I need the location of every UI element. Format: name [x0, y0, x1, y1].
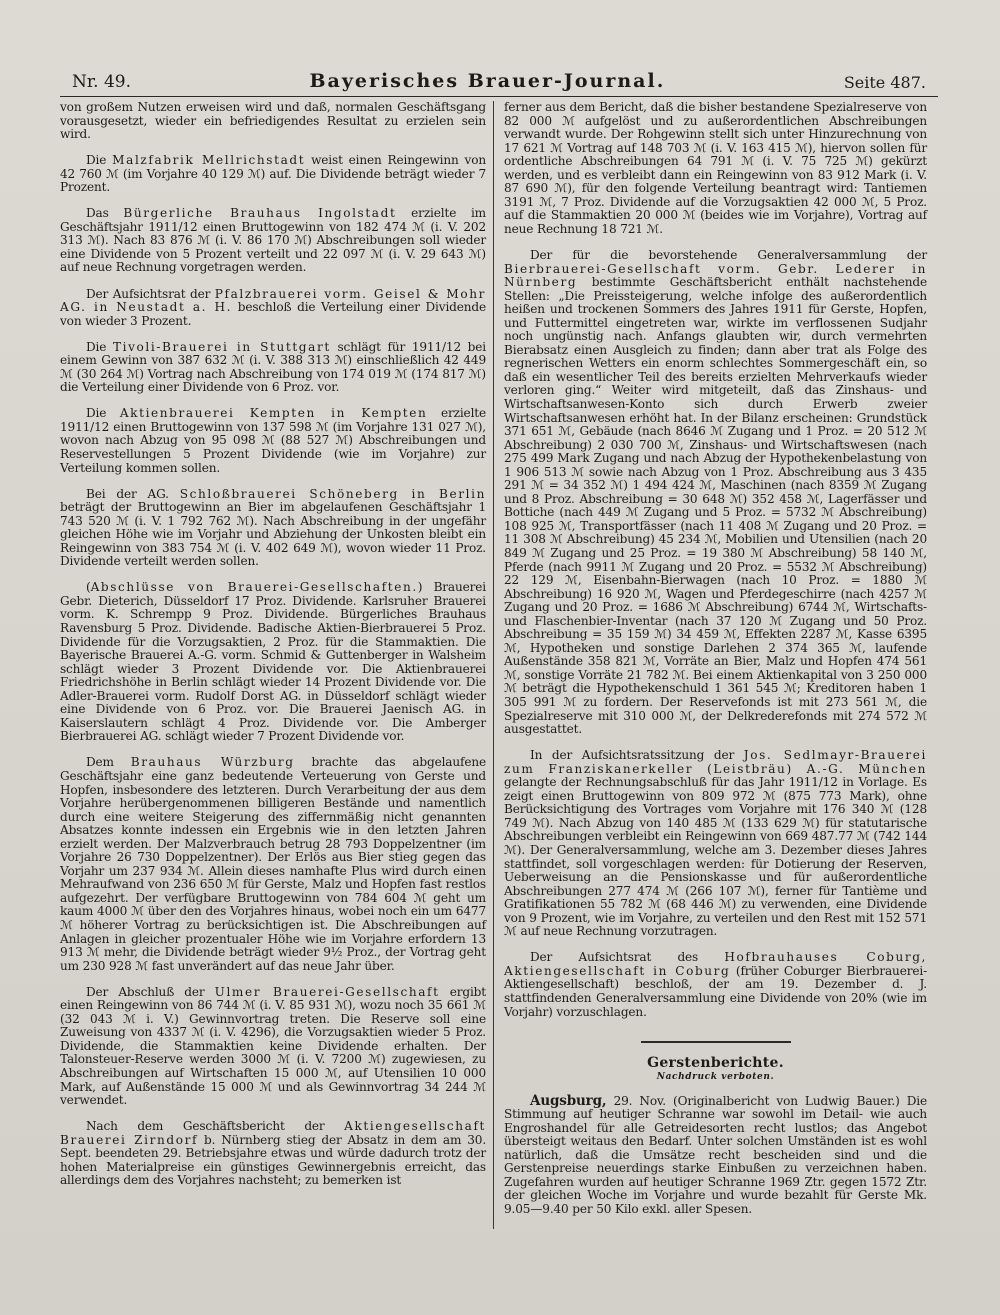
- paragraph: Die Aktienbrauerei Kempten in Kempten erzielte 1911/12 einen Bruttogewinn von 137 598 ℳ (im Vorjahre 131 027 ℳ), wovon nach Abzug von 95 098 ℳ (88 527 ℳ) Abschreibungen und Reservestellungen 5 Prozent Dividende (wie im Vorjahre) zur Verteilung kommen sollen.: [60, 406, 487, 475]
- paragraph: In der Aufsichtsratssitzung der Jos. Sedlmayr-Brauerei zum Franziskanerkeller (Leistbräu) A.-G. München gelangte der Rechnungsabschluß für das Jahr 1911/12 in Vorlage. Es zeigt einen Bruttogewinn von 809 972 ℳ (875 773 Mark), ohne Berücksichtigung des Vortrages vom Vorjahre mit 176 340 ℳ (128 749 ℳ). Nach Abzug von 140 485 ℳ (133 629 ℳ) für statutarische Abschreibungen verbleibt ein Reingewinn von 669 487.77 ℳ (742 144 ℳ). Der Generalversammlung, welche am 3. Dezember dieses Jahres stattfindet, soll vorgeschlagen werden: für Dotierung der Reserven, Ueberweisung an die Pensionskasse und für außerordentliche Abschreibungen 277 474 ℳ (266 107 ℳ), ferner für Tantième und Gratifikationen 55 782 ℳ (68 446 ℳ) zu verwenden, eine Dividende von 9 Prozent, wie im Vorjahre, zu verteilen und den Rest mit 152 571 ℳ auf neue Rechnung vorzutragen.: [504, 748, 927, 939]
- dateline: Augsburg,: [530, 1092, 607, 1109]
- columns: [60, 101, 938, 1229]
- paragraph: Der Aufsichtsrat des Hofbrauhauses Coburg, Aktiengesellschaft in Coburg (früher Coburger Bierbrauerei-Aktiengesellschaft) beschloß, der am 19. Dezember d. J. stattfindenden Generalversammlung eine Dividende von 20% (wie im Vorjahr) vorzuschlagen.: [504, 950, 927, 1019]
- paragraph: Augsburg, 29. Nov. (Originalbericht von Ludwig Bauer.) Die Stimmung auf heutiger Schranne war sowohl im Detail- wie auch Engroshandel für alle Getreidesorten recht lustlos; das Angebot übersteigt weitaus den Bedarf. Unter solchen Umständen ist es wohl natürlich, daß die Umsätze recht bescheiden sind und die Gerstenpreise neuerdings starke Einbußen zu verzeichnen haben. Zugefahren wurden auf heutiger Schranne 1969 Ztr. gegen 1572 Ztr. der gleichen Woche im Vorjahre und wurde bezahlt für Gerste Mk. 9.05—9.40 per 50 Kilo exkl. aller Spesen.: [504, 1092, 927, 1217]
- paragraph: Das Bürgerliche Brauhaus Ingolstadt erzielte im Geschäftsjahr 1911/12 einen Bruttogewinn von 182 474 ℳ (i. V. 202 313 ℳ). Nach 83 876 ℳ (i. V. 86 170 ℳ) Abschreibungen soll wieder eine Dividende von 5 Prozent verteilt und 22 097 ℳ (i. V. 29 643 ℳ) auf neue Rechnung vorgetragen werden.: [60, 206, 486, 275]
- paragraph: Bei der AG. Schloßbrauerei Schöneberg in Berlin beträgt der Bruttogewinn an Bier im abgelaufenen Geschäftsjahr 1 743 520 ℳ (i. V. 1 792 762 ℳ). Nach Abschreibung in der ungefähr gleichen Höhe wie im Vorjahr und Abziehung der Unkosten bleibt ein Reingewinn von 383 754 ℳ (i. V. 402 649 ℳ), wovon wieder 11 Proz. Dividende verteilt werden sollen.: [60, 486, 486, 569]
- paragraph: Dem Brauhaus Würzburg brachte das abgelaufene Geschäftsjahr eine ganz bedeutende Verteuerung von Gerste und Hopfen, insbesondere des letzteren. Durch Verarbeitung der aus dem Vorjahre herübergenommenen billigeren Bestände und namentlich durch eine weitere Steigerung des ziffernmäßig nicht genannten Absatzes konnte indessen ein Ergebnis wie in den letzten Jahren erzielt werden. Der Malzverbrauch betrug 28 793 Doppelzentner (im Vorjahre 26 730 Doppelzentner). Der Erlös aus Bier stieg gegen das Vorjahr um 237 934 ℳ. Allein dieses namhafte Plus wird durch einen Mehraufwand von 236 650 ℳ für Gerste, Malz und Hopfen fast restlos aufgezehrt. Der verfügbare Bruttogewinn von 784 604 ℳ geht um kaum 4000 ℳ über den des Vorjahres hinaus, wobei noch ein um 6477 ℳ höherer Vortrag zu berücksichtigen ist. Die Abschreibungen auf Anlagen in gleicher prozentualer Höhe wie im Vorjahre erfordern 13 913 ℳ mehr, die Dividende beträgt wieder 9½ Proz., der Vortrag geht um 230 928 ℳ fast unverändert auf das neue Jahr über.: [60, 755, 486, 973]
- paragraph: Der Abschluß der Ulmer Brauerei-Gesellschaft ergibt einen Reingewinn von 86 744 ℳ (i. V. 85 931 ℳ), wozu noch 35 661 ℳ (32 043 ℳ i. V.) Gewinnvortrag treten. Die Reserve soll eine Zuweisung von 4337 ℳ (i. V. 4296), die Vorzugsaktien wieder 5 Proz. Dividende, die Stammaktien keine Dividende erhalten. Der Talonsteuer-Reserve werden 3000 ℳ (i. V. 7200 ℳ) zugewiesen, zu Abschreibungen auf Wirtschaften 15 000 ℳ, auf Utensilien 10 000 Mark, auf Außenstände 15 000 ℳ und als Gewinnvortrag 34 244 ℳ verwendet.: [60, 984, 486, 1108]
- paragraph: von großem Nutzen erweisen wird und daß, normalen Geschäftsgang vorausgesetzt, wieder ein befriedigendes Resultat zu erzielen sein wird.: [60, 100, 486, 142]
- journal-title: Bayerisches Brauer-Journal.: [309, 70, 666, 92]
- paragraph: (Abschlüsse von Brauerei-Gesellschaften.) Brauerei Gebr. Dieterich, Düsseldorf 17 Proz. Dividende. Karlsruher Brauerei vorm. K. Schrempp 9 Proz. Dividende. Bürgerliches Brauhaus Ravensburg 5 Proz. Dividende. Badische Aktien-Bierbrauerei 5 Proz. Dividende für die Vorzugsaktien, 2 Proz. für die Stammaktien. Die Bayerische Brauerei A.-G. vorm. Schmid & Guttenberger in Walsheim schlägt wieder 3 Prozent Dividende vor. Die Aktienbrauerei Friedrichshöhe in Berlin schlägt wieder 14 Prozent Dividende vor. Die Adler-Brauerei vorm. Rudolf Dorst AG. in Düsseldorf schlägt wieder eine Dividende von 6 Proz. vor. Die Brauerei Jaenisch AG. in Kaiserslautern schlägt 4 Proz. Dividende vor. Die Amberger Bierbrauerei AG. schlägt wieder 7 Prozent Dividende vor.: [60, 580, 486, 744]
- issue-number: Nr. 49.: [72, 72, 131, 92]
- paragraph: Der für die bevorstehende Generalversammlung der Bierbrauerei-Gesellschaft vorm. Gebr. Lederer in Nürnberg bestimmte Geschäftsbericht enthält nachstehende Stellen: „Die Preissteigerung, welche infolge des außerordentlich heißen und trockenen Sommers des Jahres 1911 für Gerste, Hopfen, und Futtermittel eingetreten war, wirkte im verflossenen Sudjahr noch ungünstig nach. Anfangs glaubten wir, durch vermehrten Bierabsatz einen Ausgleich zu finden; dann aber trat als Folge des regnerischen Wetters ein enorm schlechtes Sommergeschäft ein, so daß ein wesentlicher Teil des bereits erzielten Mehrverkaufs wieder verloren ging.“ Weiter wird mitgeteilt, daß das Zinshaus- und Wirtschaftsanwesen-Konto sich durch Erwerb zweier Wirtschaftsanwesen erhöht hat. In der Bilanz erscheinen: Grundstück 371 651 ℳ, Gebäude (nach 8646 ℳ Zugang und 1 Proz. = 20 512 ℳ Abschreibung) 2 030 700 ℳ, Zinshaus- und Wirtschaftswesen (nach 275 499 Mark Zugang und nach Abzug der Hypothekenbelastung von 1 906 513 ℳ sowie nach Abzug von 1 Proz. Abschreibung aus 3 435 291 ℳ = 34 352 ℳ) 1 494 424 ℳ, Maschinen (nach 8359 ℳ Zugang und 8 Proz. Abschreibung = 30 648 ℳ) 352 458 ℳ, Lagerfässer und Bottiche (nach 449 ℳ Zugang und 5 Proz. = 5732 ℳ Abschreibung) 108 925 ℳ, Transportfässer (nach 11 408 ℳ Zugang und 20 Proz. = 11 308 ℳ Abschreibung) 45 234 ℳ, Mobilien und Utensilien (nach 20 849 ℳ Zugang und 25 Proz. = 19 380 ℳ Abschreibung) 58 140 ℳ, Pferde (nach 9911 ℳ Zugang und 20 Proz. = 5532 ℳ Abschreibung) 22 129 ℳ, Eisenbahn-Bierwagen (nach 10 Proz. = 1880 ℳ Abschreibung) 16 920 ℳ, Wagen und Pferdegeschirre (nach 4257 ℳ Zugang und 20 Proz. = 1686 ℳ Abschreibung) 6744 ℳ, Wirtschafts- und Flaschenbier-Inventar (nach 37 120 ℳ Zugang und 50 Proz. Abschreibung = 35 159 ℳ) 34 459 ℳ, Effekten 2287 ℳ, Kasse 6395 ℳ, Hypotheken und sonstige Darlehen 2 374 365 ℳ, laufende Außenstände 358 821 ℳ, Vorräte an Bier, Malz und Hopfen 474 561 ℳ, sonstige Vorräte 21 782 ℳ. Bei einem Aktienkapital von 3 250 000 ℳ beträgt die Hypothekenschuld 1 361 545 ℳ; Kreditoren haben 1 305 991 ℳ zu fordern. Der Reservefonds ist mit 273 561 ℳ, die Spezialreserve mit 310 000 ℳ, der Delkrederefonds mit 274 572 ℳ ausgestattet.: [504, 247, 927, 737]
- section-divider: [641, 1041, 791, 1043]
- left-column: [60, 101, 493, 1229]
- section-title: Gerstenberichte.: [647, 1054, 784, 1071]
- paragraph: ferner aus dem Bericht, daß die bisher bestandene Spezialreserve von 82 000 ℳ aufgelöst und zu außerordentlichen Abschreibungen verwandt wurde. Der Rohgewinn stellt sich unter Hinzurechnung von 17 621 ℳ Vortrag auf 148 703 ℳ (i. V. 163 415 ℳ), hiervon sollen für ordentliche Abschreibungen 64 791 ℳ (i. V. 75 725 ℳ) gekürzt werden, und es verbleibt dann ein Reingewinn von 83 912 Mark (i. V. 87 690 ℳ), für den folgende Verteilung beantragt wird: Tantiemen 3191 ℳ, 7 Proz. Dividende auf die Vorzugsaktien 42 000 ℳ, 5 Proz. auf die Stammaktien 20 000 ℳ (beides wie im Vorjahre), Vortrag auf neue Rechnung 18 721 ℳ.: [504, 100, 927, 236]
- paragraph: Die Tivoli-Brauerei in Stuttgart schlägt für 1911/12 bei einem Gewinn von 387 632 ℳ (i. V. 388 313 ℳ) einschließlich 42 449 ℳ (30 264 ℳ) Vortrag nach Abschreibung von 174 019 ℳ (174 817 ℳ) die Verteilung einer Dividende von 6 Proz. vor.: [60, 339, 487, 395]
- paragraph: Der Aufsichtsrat der Pfalzbrauerei vorm. Geisel & Mohr AG. in Neustadt a. H. beschloß die Verteilung einer Dividende von wieder 3 Prozent.: [60, 286, 486, 328]
- paragraph: Nach dem Geschäftsbericht der Aktiengesellschaft Brauerei Zirndorf b. Nürnberg stieg der Absatz in dem am 30. Sept. beendeten 29. Betriebsjahre etwas und würde dadurch trotz der hohen Materialpreise ein günstiges Gewinnergebnis erreicht, das allerdings dem des Vorjahres nachsteht; zu bemerken ist: [60, 1119, 487, 1188]
- right-column: [494, 101, 927, 1229]
- section-subtitle: Nachdruck verboten.: [656, 1072, 775, 1083]
- paragraph: Die Malzfabrik Mellrichstadt weist einen Reingewinn von 42 760 ℳ (im Vorjahre 40 129 ℳ) auf. Die Dividende beträgt wieder 7 Prozent.: [60, 153, 486, 195]
- page-header: [60, 58, 938, 97]
- page-number: Seite 487.: [843, 73, 926, 92]
